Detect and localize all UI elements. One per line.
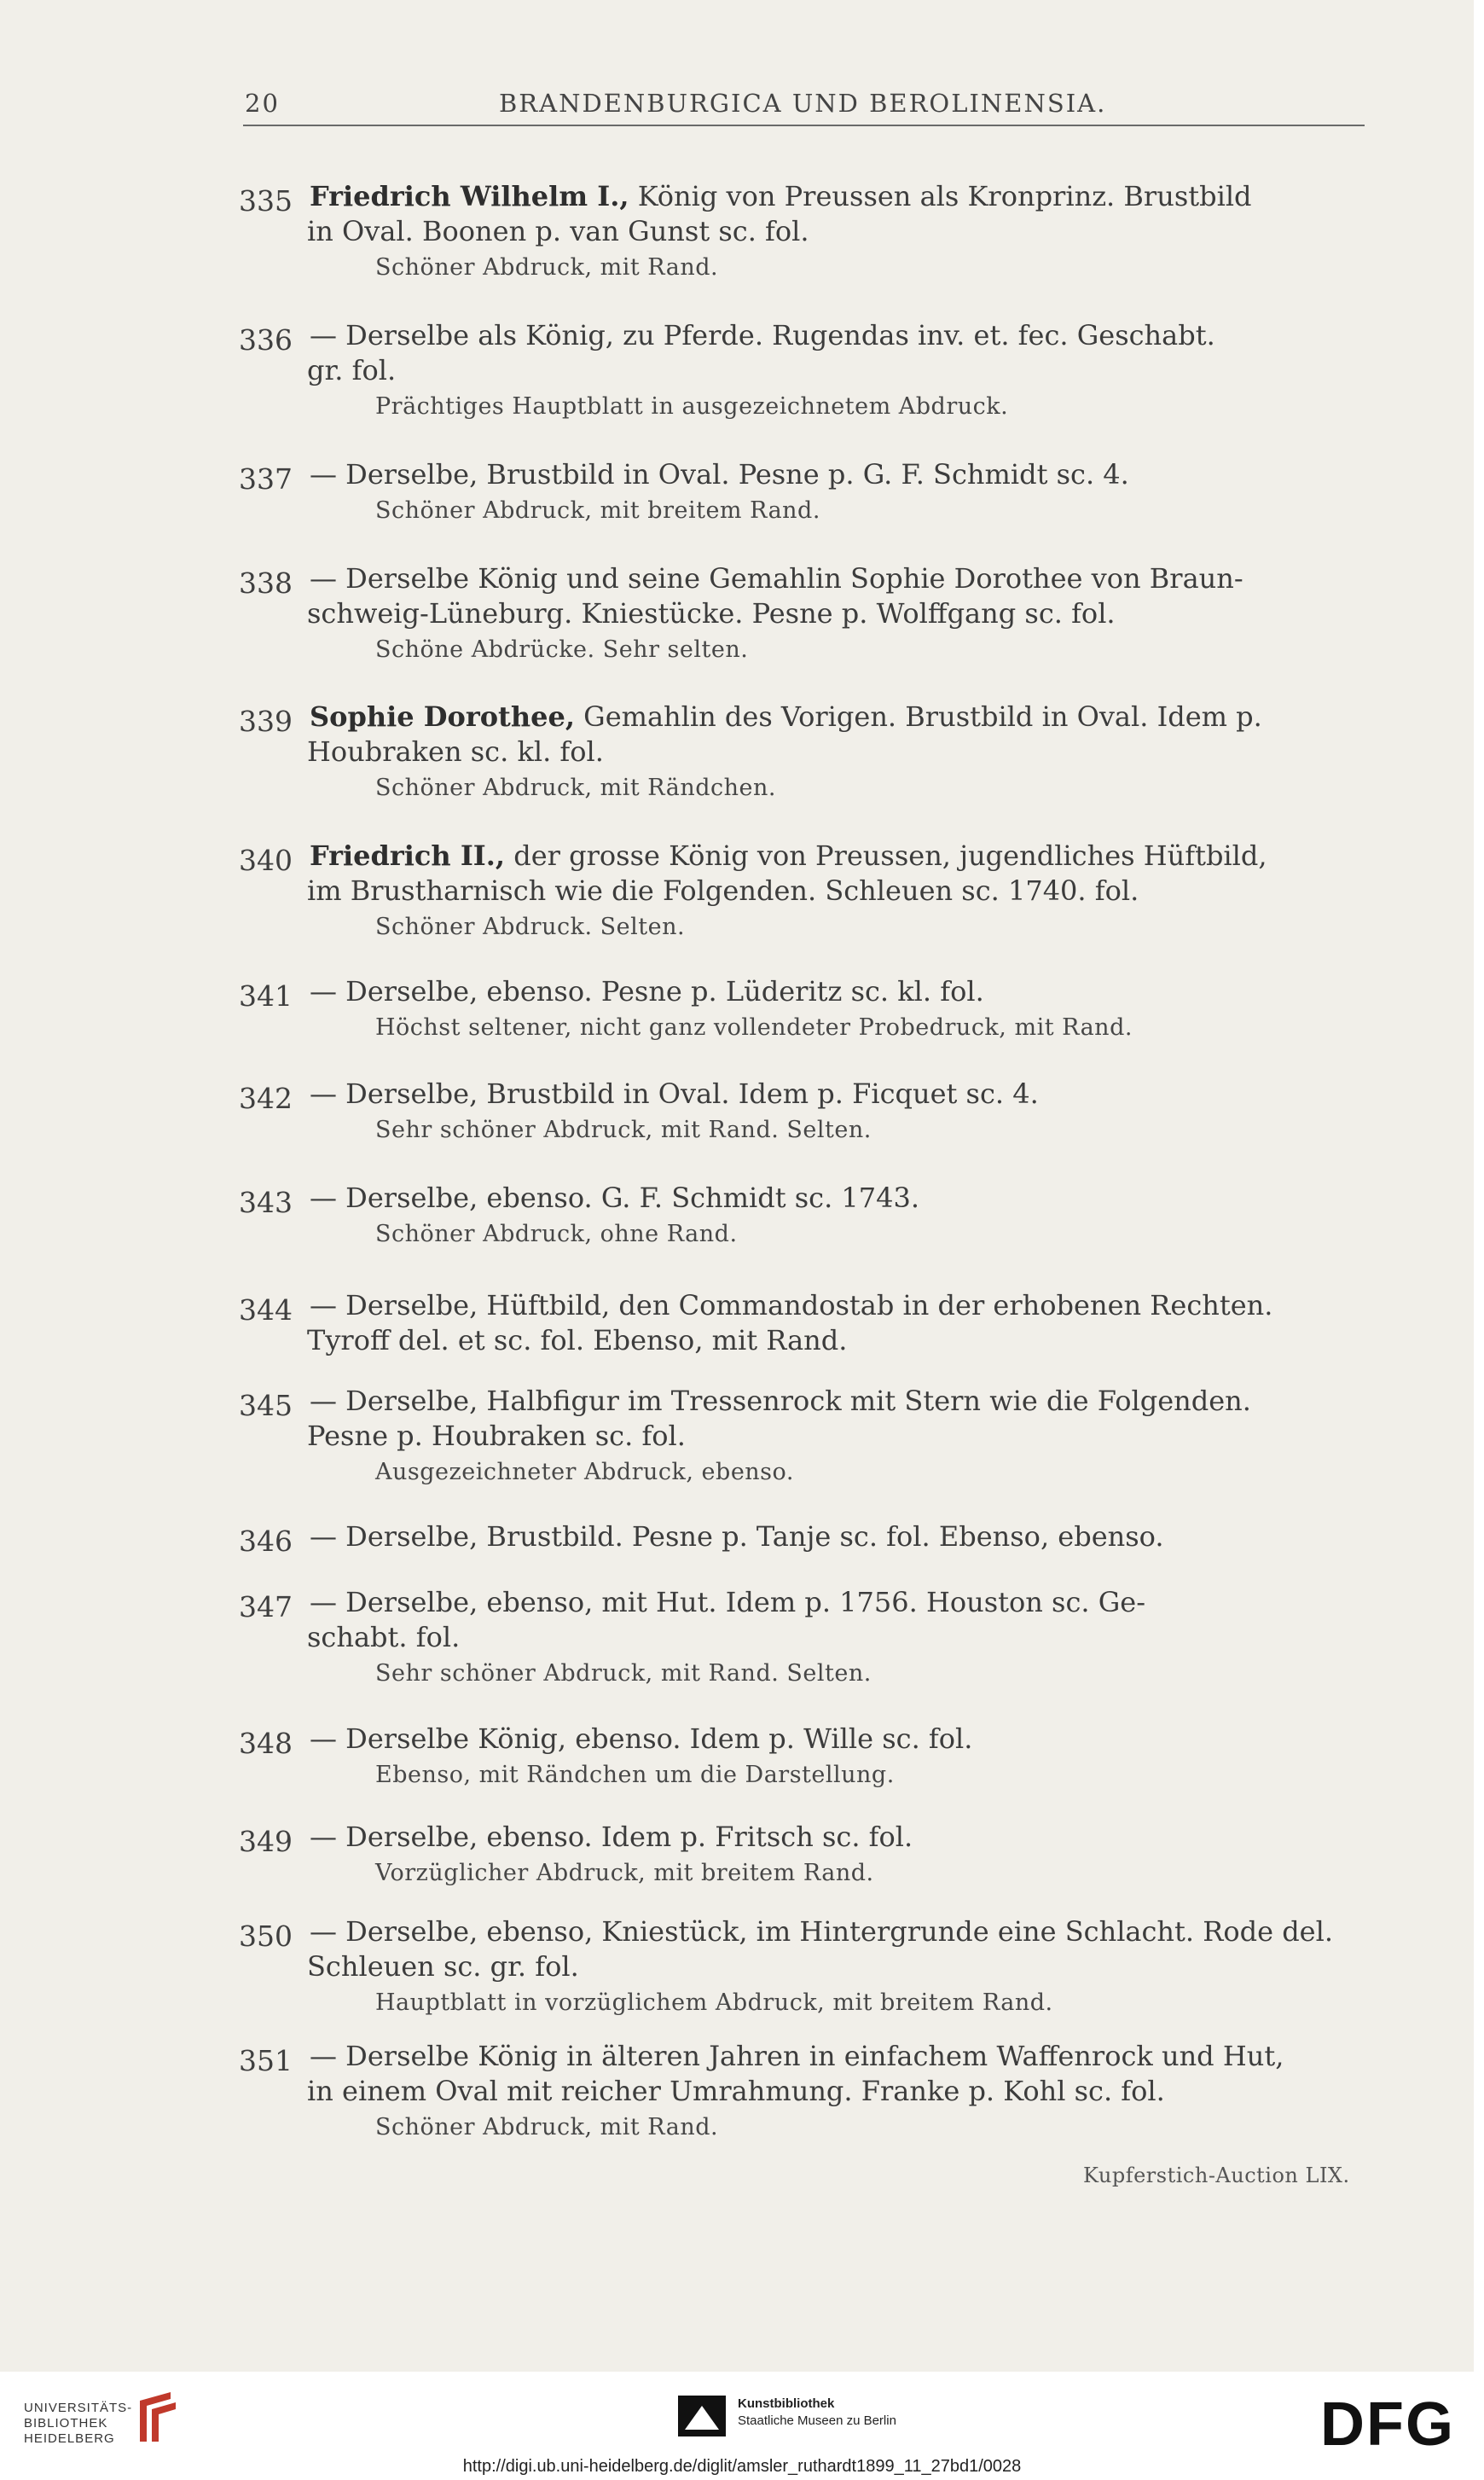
catalog-entry xyxy=(239,1288,1390,1358)
catalog-entry xyxy=(239,1519,1390,1558)
page-number: 20 xyxy=(245,89,280,118)
catalog-entry xyxy=(239,1722,1390,1791)
entry-name: Friedrich Wilhelm I., xyxy=(310,180,629,212)
digitization-footer xyxy=(0,2372,1484,2480)
entry-text: — Derselbe, Brustbild in Oval. Pesne p. G. F. Schmidt sc. 4. xyxy=(310,458,1129,491)
entry-continuation: im Brustharnisch wie die Folgenden. Schleuen sc. 1740. fol. xyxy=(307,874,1139,907)
entry-number: 348 xyxy=(239,1727,293,1760)
entry-number: 346 xyxy=(239,1525,293,1558)
entry-name: Sophie Dorothee, xyxy=(310,700,575,733)
entry-number: 335 xyxy=(239,184,293,218)
entry-text: — Derselbe, ebenso. Idem p. Fritsch sc. fol. xyxy=(310,1821,913,1853)
entry-number: 351 xyxy=(239,2044,293,2077)
catalog-entry: 340 Friedrich II., der grosse König von Preussen, jugendliches Hüftbild, im Brustharnisch wie die Folgenden. Schleuen sc. 1740. fol. Schöner Abdruck. Selten. xyxy=(239,839,1390,943)
entry-text: — Derselbe König und seine Gemahlin Sophie Dorothee von Braun- xyxy=(310,562,1243,595)
entry-continuation: Schleuen sc. gr. fol. xyxy=(307,1950,579,1983)
university-library-label: UNIVERSITÄTS- BIBLIOTHEK HEIDELBERG xyxy=(24,2401,133,2446)
entry-continuation: in einem Oval mit reicher Umrahmung. Franke p. Kohl sc. fol. xyxy=(307,2075,1165,2107)
entry-text: — Derselbe, Halbfigur im Tressenrock mit Stern wie die Folgenden. xyxy=(310,1385,1251,1417)
entry-number: 345 xyxy=(239,1389,293,1422)
entry-text: — Derselbe, ebenso. Pesne p. Lüderitz sc. kl. fol. xyxy=(310,975,984,1008)
entry-note: Schöner Abdruck, mit Rändchen. xyxy=(375,775,776,801)
catalog-entry: 339 Sophie Dorothee, Gemahlin des Vorigen. Brustbild in Oval. Idem p. Houbraken sc. kl. fol. Schöner Abdruck, mit Rändchen. xyxy=(239,700,1390,804)
entry-number: 341 xyxy=(239,979,293,1013)
entry-text: — Derselbe, ebenso, mit Hut. Idem p. 1756. Houston sc. Ge- xyxy=(310,1586,1146,1618)
entry-number: 350 xyxy=(239,1920,293,1953)
entry-continuation: Pesne p. Houbraken sc. fol. xyxy=(307,1420,686,1452)
catalog-entry xyxy=(239,974,1390,1043)
entry-text: — Derselbe als König, zu Pferde. Rugendas inv. et. fec. Geschabt. xyxy=(310,319,1215,351)
entry-continuation: Houbraken sc. kl. fol. xyxy=(307,735,604,768)
colophon: Kupferstich-Auction LIX. xyxy=(1083,2163,1350,2187)
entry-number: 344 xyxy=(239,1293,293,1327)
catalog-entry xyxy=(239,318,1390,422)
catalog-entry xyxy=(239,2039,1390,2143)
entry-number: 347 xyxy=(239,1590,293,1623)
entry-text: — Derselbe, Brustbild. Pesne p. Tanje sc. fol. Ebenso, ebenso. xyxy=(310,1520,1164,1553)
entry-text: — Derselbe König, ebenso. Idem p. Wille sc. fol. xyxy=(310,1722,973,1755)
catalog-entry: 335 Friedrich Wilhelm I., König von Preussen als Kronprinz. Brustbild in Oval. Boonen p. van Gunst sc. fol. Schöner Abdruck, mit Rand. xyxy=(239,179,1390,283)
entry-note: Schöner Abdruck, mit Rand. xyxy=(375,254,719,281)
entry-note: Sehr schöner Abdruck, mit Rand. Selten. xyxy=(375,1660,872,1687)
entry-text: — Derselbe, ebenso. G. F. Schmidt sc. 1743. xyxy=(310,1182,920,1214)
kunstbibliothek-label: Kunstbibliothek Staatliche Museen zu Berlin xyxy=(738,2396,896,2428)
catalog-entry xyxy=(239,1914,1390,2018)
entry-note: Schöner Abdruck. Selten. xyxy=(375,914,686,940)
running-header xyxy=(243,89,1365,126)
entry-note: Schöner Abdruck, ohne Rand. xyxy=(375,1221,738,1247)
running-title: BRANDENBURGICA UND BEROLINENSIA. xyxy=(499,89,1107,118)
entry-note: Vorzüglicher Abdruck, mit breitem Rand. xyxy=(375,1860,874,1886)
catalog-entry xyxy=(239,1077,1390,1146)
entry-number: 338 xyxy=(239,566,293,600)
entry-note: Schöne Abdrücke. Sehr selten. xyxy=(375,636,749,663)
catalog-entry xyxy=(239,561,1390,665)
entry-continuation: in Oval. Boonen p. van Gunst sc. fol. xyxy=(307,215,809,247)
entry-text: — Derselbe, Hüftbild, den Commandostab in der erhobenen Rechten. xyxy=(310,1289,1273,1321)
entry-name: Friedrich II., xyxy=(310,839,506,872)
entry-continuation: schabt. fol. xyxy=(307,1621,461,1653)
entry-note: Sehr schöner Abdruck, mit Rand. Selten. xyxy=(375,1117,872,1143)
source-url[interactable]: http://digi.ub.uni-heidelberg.de/diglit/amsler_ruthardt1899_11_27bd1/0028 xyxy=(462,2457,1022,2476)
entry-note: Höchst seltener, nicht ganz vollendeter Probedruck, mit Rand. xyxy=(375,1014,1133,1041)
entry-continuation: schweig-Lüneburg. Kniestücke. Pesne p. Wolffgang sc. fol. xyxy=(307,597,1116,630)
entry-note: Ebenso, mit Rändchen um die Darstellung. xyxy=(375,1762,895,1788)
catalog-entry xyxy=(239,1820,1390,1889)
dfg-logo: DFG xyxy=(1320,2390,1455,2459)
entry-note: Schöner Abdruck, mit Rand. xyxy=(375,2114,719,2140)
entry-note: Schöner Abdruck, mit breitem Rand. xyxy=(375,497,820,524)
entry-number: 340 xyxy=(239,844,293,877)
entry-number: 342 xyxy=(239,1082,293,1115)
entry-continuation: Tyroff del. et sc. fol. Ebenso, mit Rand. xyxy=(307,1324,848,1356)
entry-note: Hauptblatt in vorzüglichem Abdruck, mit breitem Rand. xyxy=(375,1989,1053,2016)
university-logo-icon xyxy=(136,2390,179,2445)
entry-number: 349 xyxy=(239,1825,293,1858)
catalog-entry xyxy=(239,457,1390,526)
entry-note: Prächtiges Hauptblatt in ausgezeichnetem Abdruck. xyxy=(375,393,1009,420)
entry-note: Ausgezeichneter Abdruck, ebenso. xyxy=(375,1459,794,1485)
kunstbibliothek-logo-icon xyxy=(678,2396,726,2436)
entry-number: 337 xyxy=(239,462,293,496)
entry-number: 339 xyxy=(239,705,293,738)
entry-continuation: gr. fol. xyxy=(307,354,397,386)
entry-text: — Derselbe, Brustbild in Oval. Idem p. Ficquet sc. 4. xyxy=(310,1077,1039,1110)
entry-text: — Derselbe, ebenso, Kniestück, im Hintergrunde eine Schlacht. Rode del. xyxy=(310,1915,1334,1948)
catalog-entry xyxy=(239,1181,1390,1250)
catalog-entry xyxy=(239,1585,1390,1689)
catalog-entry xyxy=(239,1384,1390,1488)
entry-text: — Derselbe König in älteren Jahren in einfachem Waffenrock und Hut, xyxy=(310,2040,1284,2072)
entry-number: 336 xyxy=(239,323,293,357)
entry-number: 343 xyxy=(239,1186,293,1219)
